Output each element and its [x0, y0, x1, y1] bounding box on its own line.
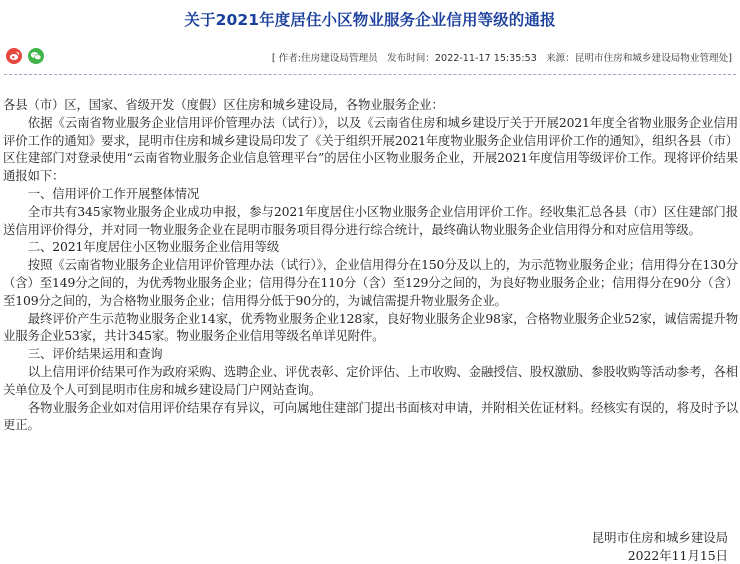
meta-publish-time: 发布时间：2022-11-17 15:35:53 — [386, 53, 537, 64]
section-heading-3: 三、评价结果运用和查询 — [27, 346, 163, 362]
section-heading-1: 一、信用评价工作开展整体情况 — [27, 185, 200, 201]
weibo-icon[interactable] — [6, 48, 22, 64]
paragraph-section-2-criteria: 按照《云南省物业服务企业信用评价管理办法（试行）》，企业信用得分在150分及以上的，为示范物业服务企业；信用得分在130分（含）至149分之间的，为优秀物业服务企业；信用得分在110分（含）至129分之间的，为良好物业服务企业；信用得分在90分（含）至109分之间的，为合格物业服务企业；信用得分低于90分的，为诚信需提升物业服务企业。 — [3, 257, 738, 308]
paragraph-section-2-results: 最终评价产生示范物业服务企业14家，优秀物业服务企业128家，良好物业服务企业98家，合格物业服务企业52家，诚信需提升物业服务企业53家，共计345家。物业服务企业信用等级名单详见附件。 — [3, 310, 738, 344]
article-meta — [272, 50, 732, 64]
article-title: 关于2021年度居住小区物业服务企业信用等级的通报 — [184, 11, 556, 29]
share-bar — [6, 48, 44, 64]
meta-author: [ 作者:住房建设局管理员 — [271, 53, 378, 64]
paragraph-intro: 依据《云南省物业服务企业信用评价管理办法（试行）》，以及《云南省住房和城乡建设厅关于开展2021年度全省物业服务企业信用评价工作的通知》要求，昆明市住房和城乡建设局印发了《关于组织开展2021年度物业服务企业信用评价工作的通知》，组织各县（市）区住建部门对登录使用“云南省物业服务企业信息管理平台”的居住小区物业服务企业，开展2021年度信用等级评价工作。现将评价结果通报如下： — [3, 114, 738, 184]
article-body — [3, 96, 738, 434]
section-heading-2: 二、2021年度居住小区物业服务企业信用等级 — [27, 239, 280, 255]
salutation: 各县（市）区，国家、省级开发（度假）区住房和城乡建设局，各物业服务企业： — [3, 97, 444, 112]
signature-organization: 昆明市住房和城乡建设局 — [591, 530, 728, 545]
header-divider — [4, 74, 736, 75]
paragraph-section-3-usage: 以上信用评价结果可作为政府采购、选聘企业、评优表彰、定价评估、上市收购、金融授信、股权激励、参股收购等活动参考，各相关单位及个人可到昆明市住房和城乡建设局门户网站查询。 — [3, 363, 738, 397]
signature-date: 2022年11月15日 — [627, 548, 728, 563]
paragraph-section-3-objection: 各物业服务企业如对信用评价结果存有异议，可向属地住建部门提出书面核对申请，并附相关佐证材料。经核实有误的，将及时予以更正。 — [3, 399, 738, 433]
paragraph-section-1: 全市共有345家物业服务企业成功申报，参与2021年度居住小区物业服务企业信用评价工作。经收集汇总各县（市）区住建部门报送信用评价得分，并对同一物业服务企业在昆明市服务项目得分进行综合统计，最终确认物业服务企业信用得分和对应信用等级。 — [3, 203, 738, 237]
wechat-icon[interactable] — [28, 48, 44, 64]
meta-source: 来源：昆明市住房和城乡建设局物业管理处] — [545, 53, 732, 64]
